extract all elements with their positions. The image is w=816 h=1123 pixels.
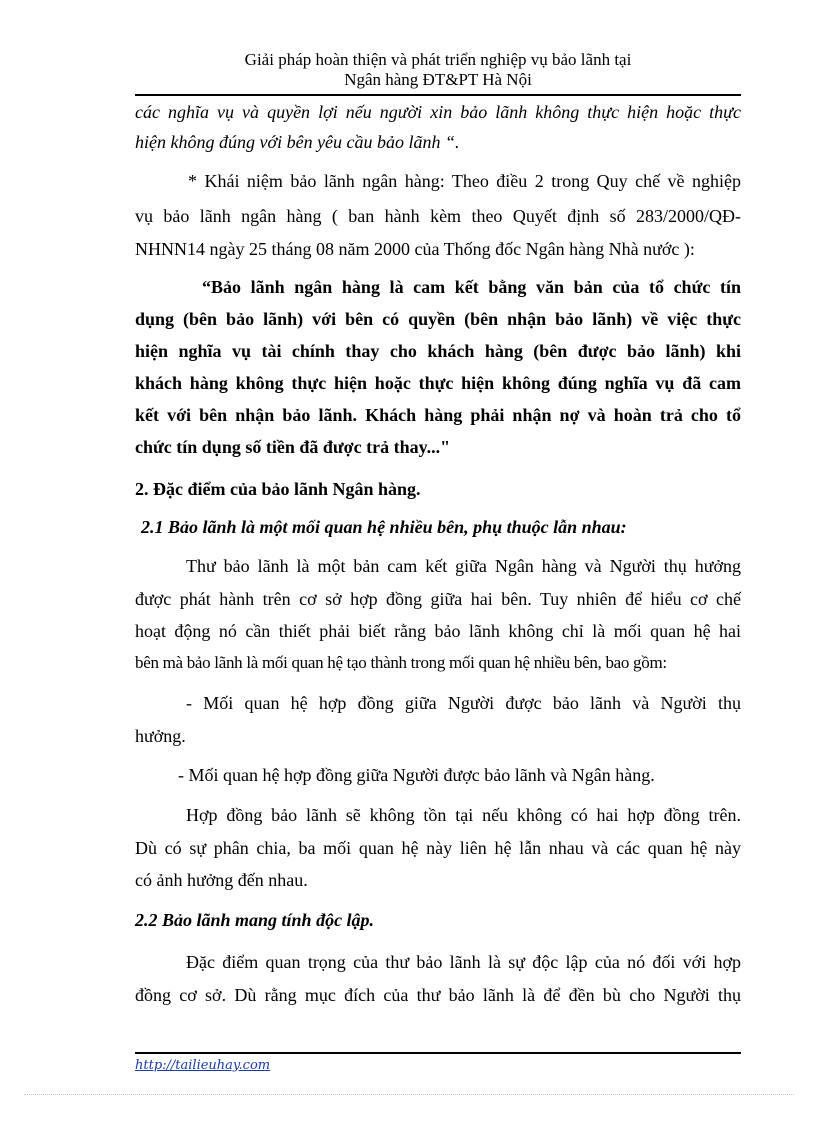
paragraph-line: được phát hành trên cơ sở hợp đồng giữa hai bên. Tuy nhiên để hiểu cơ chế (135, 589, 741, 609)
quote-line: kết với bên nhận bảo lãnh. Khách hàng phải nhận nợ và hoàn trả cho tổ (135, 405, 741, 425)
paragraph-line: Hợp đồng bảo lãnh sẽ không tồn tại nếu không có hai hợp đồng trên. (186, 805, 741, 825)
paragraph-line: bên mà bảo lãnh là mối quan hệ tạo thành trong mối quan hệ nhiều bên, bao gồm: (135, 653, 667, 672)
paragraph-line: Dù có sự phân chia, ba mối quan hệ này liên hệ lẫn nhau và các quan hệ này (135, 838, 741, 858)
paragraph-line: vụ bảo lãnh ngân hàng ( ban hành kèm theo Quyết định số 283/2000/QĐ- (135, 206, 741, 226)
paragraph-line: đồng cơ sở. Dù rằng mục đích của thư bảo lãnh là để đền bù cho Người thụ (135, 985, 741, 1005)
quote-line: chức tín dụng số tiền đã được trả thay..." (135, 437, 451, 457)
quote-line: dụng (bên bảo lãnh) với bên có quyền (bên nhận bảo lãnh) về việc thực (135, 309, 741, 329)
list-item: - Mối quan hệ hợp đồng giữa Người được bảo lãnh và Ngân hàng. (178, 765, 655, 785)
subsection-heading: 2.1 Bảo lãnh là một mối quan hệ nhiều bên, phụ thuộc lẫn nhau: (141, 517, 627, 537)
footer-link[interactable]: http://tailieuhay.com (135, 1058, 271, 1073)
quote-line: khách hàng không thực hiện hoặc thực hiện không đúng nghĩa vụ đã cam (135, 373, 741, 393)
section-heading: 2. Đặc điểm của bảo lãnh Ngân hàng. (135, 479, 421, 499)
page-bottom-dotted-line (24, 1094, 794, 1095)
header-line-2: Ngân hàng ĐT&PT Hà Nội (344, 70, 532, 89)
subsection-heading: 2.2 Bảo lãnh mang tính độc lập. (135, 910, 375, 930)
paragraph-line: * Khái niệm bảo lãnh ngân hàng: Theo điều 2 trong Quy chế về nghiệp (188, 171, 741, 191)
footer-divider (135, 1052, 741, 1054)
quote-line: hiện nghĩa vụ tài chính thay cho khách hàng (bên được bảo lãnh) khi (135, 341, 741, 361)
list-item-continuation: hưởng. (135, 726, 186, 746)
header-divider (135, 94, 741, 96)
header-line-1: Giải pháp hoàn thiện và phát triển nghiệp vụ bảo lãnh tại (244, 50, 632, 69)
paragraph-line: NHNN14 ngày 25 tháng 08 năm 2000 của Thống đốc Ngân hàng Nhà nước ): (135, 239, 695, 259)
paragraph-line: hiện không đúng với bên yêu cầu bảo lãnh “. (135, 132, 460, 152)
paragraph-line: Thư bảo lãnh là một bản cam kết giữa Ngân hàng và Người thụ hưởng (186, 556, 741, 576)
paragraph-line: các nghĩa vụ và quyền lợi nếu người xin bảo lãnh không thực hiện hoặc thực (135, 102, 741, 122)
list-item: - Mối quan hệ hợp đồng giữa Người được bảo lãnh và Người thụ (186, 693, 741, 713)
paragraph-line: có ảnh hưởng đến nhau. (135, 870, 308, 890)
running-header (135, 50, 741, 90)
quote-line: “Bảo lãnh ngân hàng là cam kết bằng văn bản của tổ chức tín (202, 277, 741, 297)
paragraph-line: hoạt động nó cần thiết phải biết rằng bảo lãnh không chỉ là mối quan hệ hai (135, 621, 741, 641)
paragraph-line: Đặc điểm quan trọng của thư bảo lãnh là sự độc lập của nó đối với hợp (186, 952, 741, 972)
